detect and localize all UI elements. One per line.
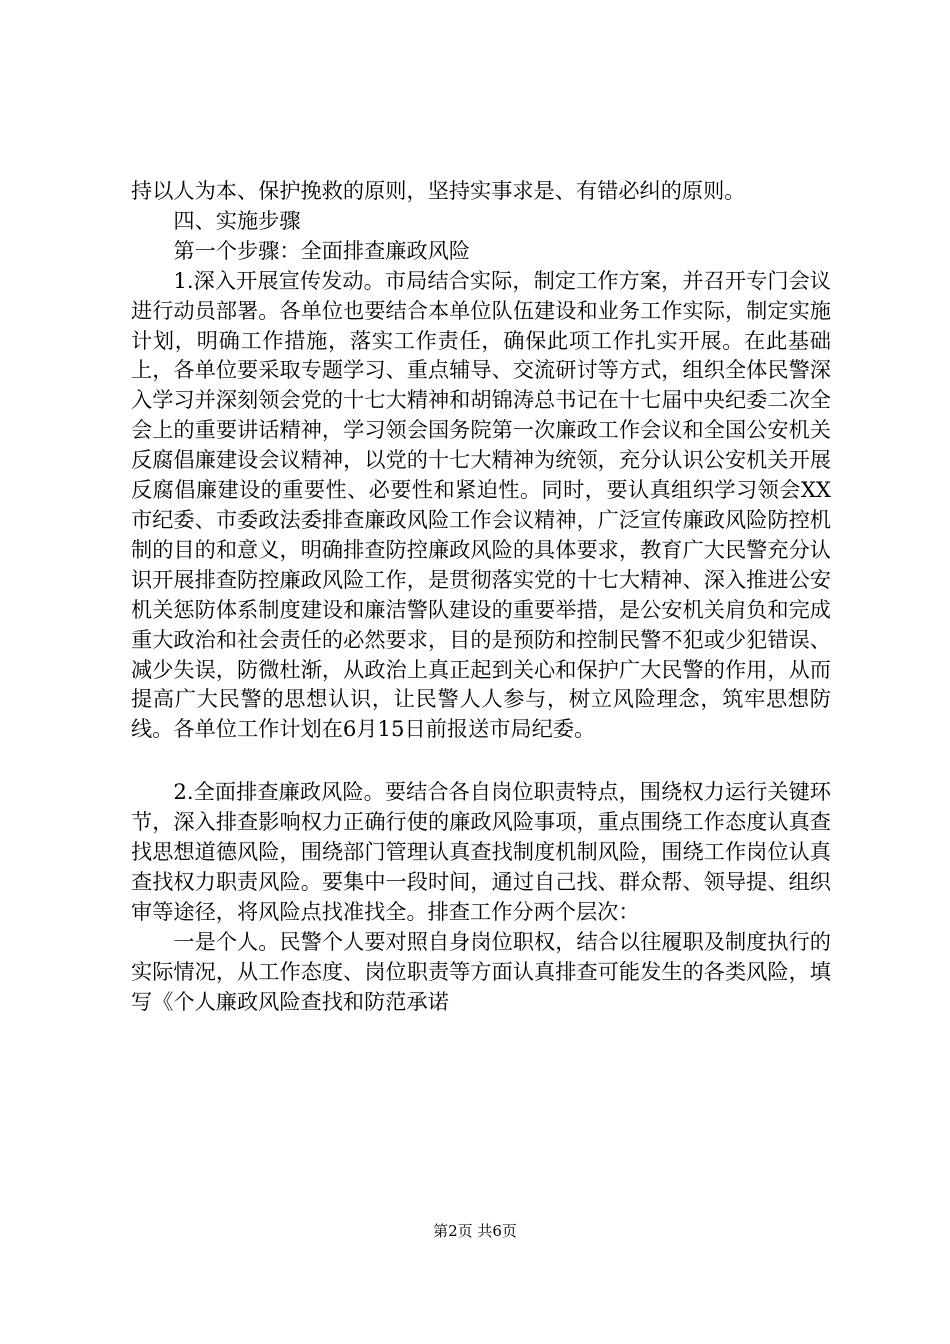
page-number-footer: 第2页 共6页 <box>433 1222 517 1240</box>
step-heading-first: 第一个步骤：全面排查廉政风险 <box>173 237 471 263</box>
paragraph-individual-level: 一是个人。民警个人要对照自身岗位职权，结合以往履职及制度执行的实际情况，从工作态度、岗位职责等方面认真排查可能发生的各类风险，填写《个人廉政风险查找和防范承诺 <box>131 928 831 1014</box>
paragraph-principle-continuation: 持以人为本、保护挽救的原则，坚持实事求是、有错必纠的原则。 <box>131 178 746 203</box>
document-body <box>131 176 831 1016</box>
section-heading-implementation-steps: 四、实施步骤 <box>173 207 301 233</box>
paragraph-risk-investigation: 2.全面排查廉政风险。要结合各自岗位职责特点，围绕权力运行关键环节，深入排查影响权力正确行使的廉政风险事项，重点围绕工作态度认真查找思想道德风险，围绕部门管理认真查找制度机制风险，围绕工作岗位认真查找权力职责风险。要集中一段时间，通过自己找、群众帮、领导提、组织审等途径，将风险点找准找全。排查工作分两个层次： <box>131 779 831 924</box>
paragraph-publicity-mobilization: 1.深入开展宣传发动。市局结合实际，制定工作方案，并召开专门会议进行动员部署。各单位也要结合本单位队伍建设和业务工作实际，制定实施计划，明确工作措施，落实工作责任，确保此项工作扎实开展。在此基础上，各单位要采取专题学习、重点辅导、交流研讨等方式，组织全体民警深入学习并深刻领会党的十七大精神和胡锦涛总书记在十七届中央纪委二次全会上的重要讲话精神，学习领会国务院第一次廉政工作会议和全国公安机关反腐倡廉建设会议精神，以党的十七大精神为统领，充分认识公安机关开展反腐倡廉建设的重要性、必要性和紧迫性。同时，要认真组织学习领会XX市纪委、市委政法委排查廉政风险工作会议精神，广泛宣传廉政风险防控机制的目的和意义，明确排查防控廉政风险的具体要求，教育广大民警充分认识开展排查防控廉政风险工作，是贯彻落实党的十七大精神、深入推进公安机关惩防体系制度建设和廉洁警队建设的重要举措，是公安机关肩负和完成重大政治和社会责任的必然要求，目的是预防和控制民警不犯或少犯错误、减少失误，防微杜渐，从政治上真正起到关心和保护广大民警的作用，从而提高广大民警的思想认识，让民警人人参与，树立风险理念，筑牢思想防线。各单位工作计划在6月15日前报送市局纪委。 <box>131 267 831 742</box>
paragraph-spacer <box>131 744 831 777</box>
